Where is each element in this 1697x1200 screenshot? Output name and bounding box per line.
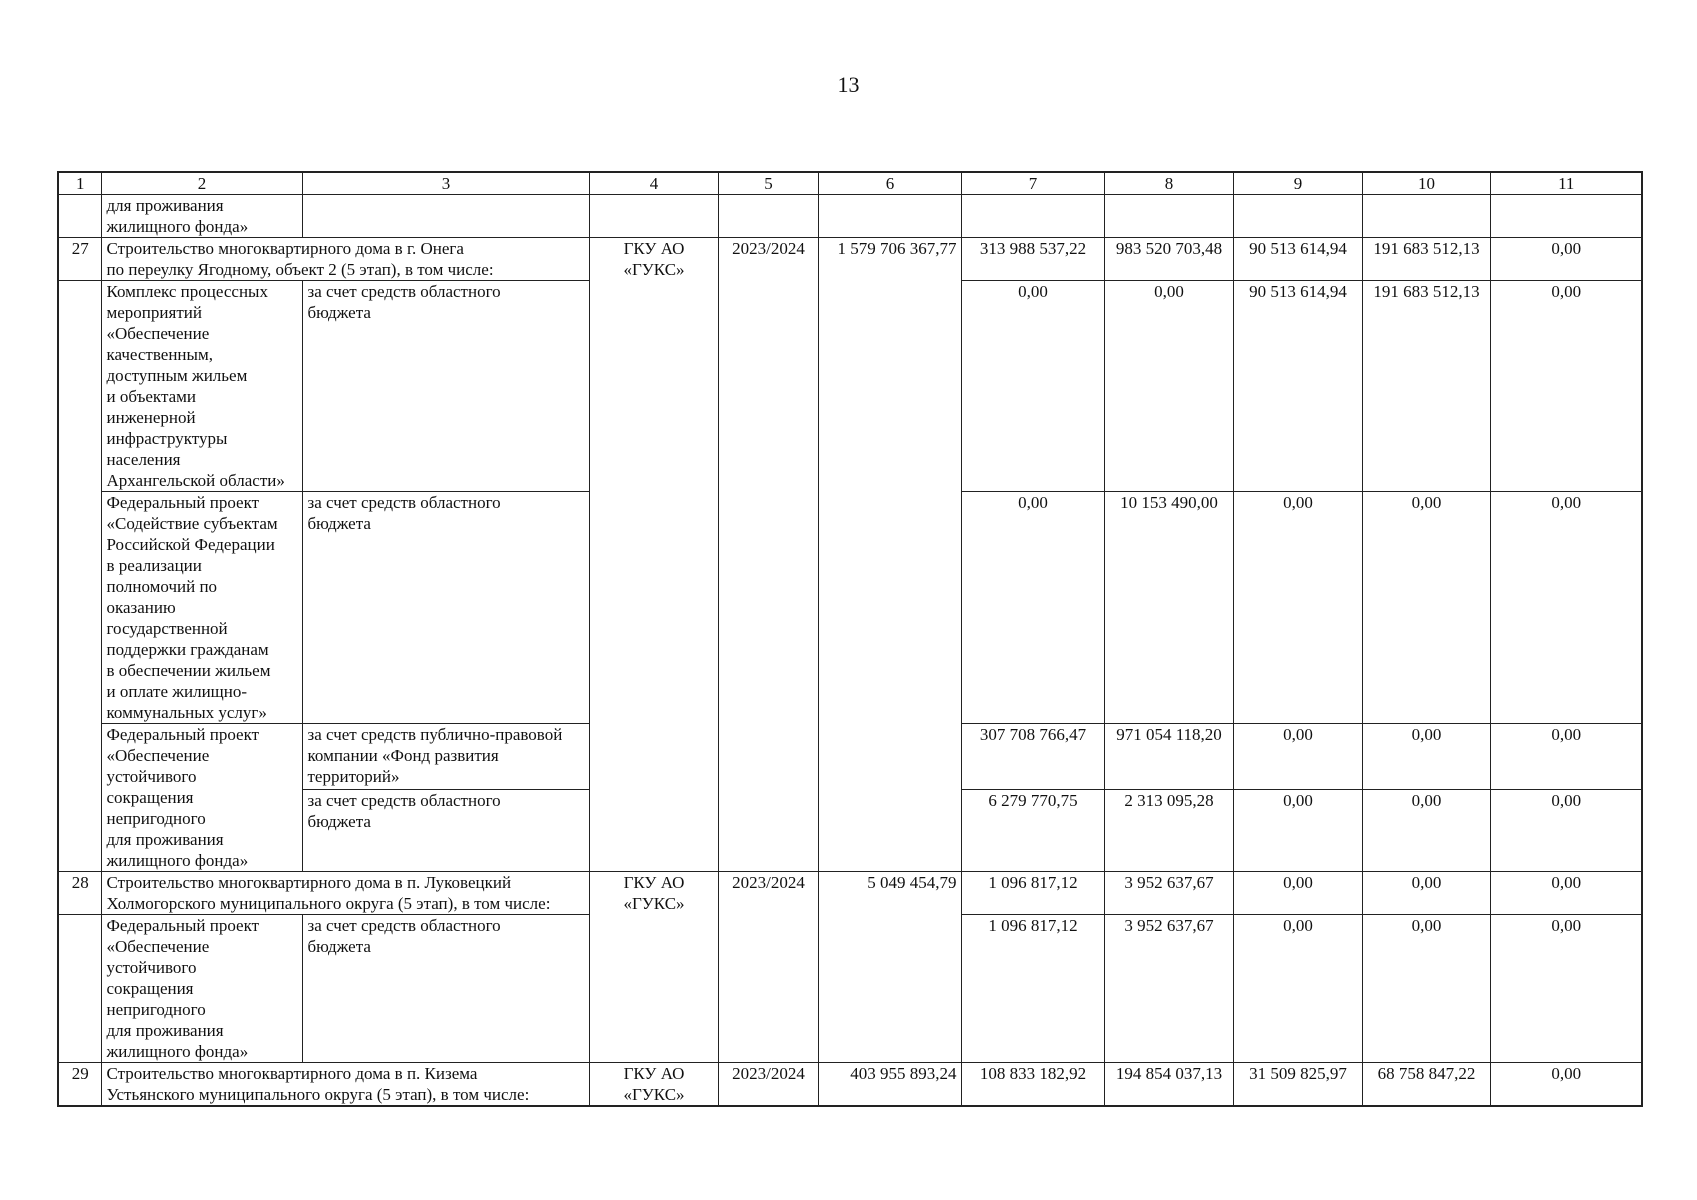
- continuation-project-cell: [101, 195, 302, 238]
- text-line: полномочий по: [106, 577, 218, 596]
- continuation-num-cell: [58, 195, 101, 238]
- value-cell-8: 983 520 703,48: [1104, 238, 1233, 281]
- text-line: «ГУКС»: [623, 894, 685, 913]
- item-row: [58, 238, 1642, 281]
- item-row: [58, 1063, 1642, 1107]
- item-number: 27: [58, 238, 101, 281]
- text-line: для проживания: [106, 196, 224, 215]
- text-line: «ГУКС»: [623, 1085, 685, 1104]
- header-cell: 5: [718, 172, 818, 195]
- text-line: для проживания: [106, 830, 224, 849]
- project-cell: [101, 492, 302, 724]
- value-cell-7: 307 708 766,47: [961, 724, 1104, 790]
- value-cell-10: 0,00: [1362, 492, 1490, 724]
- source-cell: [302, 790, 589, 872]
- text-line: компании «Фонд развития: [307, 746, 499, 765]
- text-line: Федеральный проект: [106, 493, 260, 512]
- text-line: «Обеспечение: [106, 937, 210, 956]
- source-cell: [302, 281, 589, 492]
- text-line: оказанию: [106, 598, 176, 617]
- header-cell: 9: [1233, 172, 1362, 195]
- text-line: государственной: [106, 619, 228, 638]
- value-cell-11: 0,00: [1490, 1063, 1642, 1107]
- value-cell-8: 971 054 118,20: [1104, 724, 1233, 790]
- value-cell-7: 1 096 817,12: [961, 872, 1104, 915]
- value-cell-9: 90 513 614,94: [1233, 238, 1362, 281]
- item-title: [101, 1063, 589, 1107]
- years-cell: 2023/2024: [718, 872, 818, 1063]
- text-line: «ГУКС»: [623, 260, 685, 279]
- project-cell: [101, 724, 302, 872]
- text-line: за счет средств областного: [307, 493, 501, 512]
- customer-cell: [589, 1063, 718, 1107]
- value-cell-11: 0,00: [1490, 915, 1642, 1063]
- text-line: непригодного: [106, 1000, 206, 1019]
- table-body: [58, 172, 1642, 1106]
- value-cell-9: 0,00: [1233, 492, 1362, 724]
- value-cell-11: 0,00: [1490, 238, 1642, 281]
- project-cell: [101, 281, 302, 492]
- total-cost-cell: 1 579 706 367,77: [818, 238, 961, 872]
- empty-cell: [1104, 195, 1233, 238]
- text-line: Устьянского муниципального округа (5 этап), в том числе:: [106, 1085, 530, 1104]
- text-line: бюджета: [307, 937, 371, 956]
- text-line: населения: [106, 450, 181, 469]
- source-cell: [302, 915, 589, 1063]
- text-line: Федеральный проект: [106, 916, 260, 935]
- value-cell-11: 0,00: [1490, 872, 1642, 915]
- years-cell: 2023/2024: [718, 1063, 818, 1107]
- text-line: для проживания: [106, 1021, 224, 1040]
- value-cell-11: 0,00: [1490, 492, 1642, 724]
- empty-cell: [1362, 195, 1490, 238]
- value-cell-10: 0,00: [1362, 915, 1490, 1063]
- value-cell-11: 0,00: [1490, 281, 1642, 492]
- text-line: сокращения: [106, 979, 194, 998]
- item-title: [101, 238, 589, 281]
- value-cell-10: 0,00: [1362, 872, 1490, 915]
- header-cell: 10: [1362, 172, 1490, 195]
- text-line: сокращения: [106, 788, 194, 807]
- text-line: инфраструктуры: [106, 429, 228, 448]
- text-line: Архангельской области»: [106, 471, 285, 490]
- total-cost-cell: 403 955 893,24: [818, 1063, 961, 1107]
- text-line: в обеспечении жильем: [106, 661, 271, 680]
- value-cell-9: 0,00: [1233, 915, 1362, 1063]
- value-cell-10: 0,00: [1362, 790, 1490, 872]
- text-line: жилищного фонда»: [106, 851, 249, 870]
- text-line: Комплекс процессных: [106, 282, 268, 301]
- value-cell-8: 194 854 037,13: [1104, 1063, 1233, 1107]
- value-cell-8: 2 313 095,28: [1104, 790, 1233, 872]
- value-cell-9: 90 513 614,94: [1233, 281, 1362, 492]
- text-line: Строительство многоквартирного дома в п. Луковецкий: [106, 873, 512, 892]
- header-cell: 3: [302, 172, 589, 195]
- text-line: Холмогорского муниципального округа (5 этап), в том числе:: [106, 894, 551, 913]
- header-cell: 7: [961, 172, 1104, 195]
- text-line: за счет средств областного: [307, 916, 501, 935]
- text-line: качественным,: [106, 345, 213, 364]
- text-line: бюджета: [307, 812, 371, 832]
- empty-number-cell: [58, 281, 101, 872]
- text-line: «Обеспечение: [106, 324, 210, 343]
- text-line: Строительство многоквартирного дома в п. Кизема: [106, 1064, 478, 1083]
- years-cell: 2023/2024: [718, 238, 818, 872]
- text-line: мероприятий: [106, 303, 202, 322]
- empty-cell: [1233, 195, 1362, 238]
- empty-cell: [589, 195, 718, 238]
- value-cell-10: 0,00: [1362, 724, 1490, 790]
- customer-cell: [589, 872, 718, 1063]
- value-cell-10: 191 683 512,13: [1362, 238, 1490, 281]
- text-line: поддержки гражданам: [106, 640, 269, 659]
- value-cell-7: 1 096 817,12: [961, 915, 1104, 1063]
- header-row: [58, 172, 1642, 195]
- value-cell-11: 0,00: [1490, 790, 1642, 872]
- value-cell-9: 0,00: [1233, 790, 1362, 872]
- budget-table: [57, 171, 1643, 1107]
- empty-number-cell: [58, 915, 101, 1063]
- text-line: бюджета: [307, 514, 371, 533]
- source-cell: [302, 724, 589, 790]
- text-line: бюджета: [307, 303, 371, 322]
- text-line: Федеральный проект: [106, 725, 260, 744]
- text-line: инженерной: [106, 408, 196, 427]
- value-cell-8: 0,00: [1104, 281, 1233, 492]
- text-line: устойчивого: [106, 958, 197, 977]
- value-cell-11: 0,00: [1490, 724, 1642, 790]
- project-cell: [101, 915, 302, 1063]
- source-cell: [302, 492, 589, 724]
- text-line: территорий»: [307, 767, 400, 786]
- text-line: доступным жильем: [106, 366, 248, 385]
- value-cell-9: 31 509 825,97: [1233, 1063, 1362, 1107]
- continuation-source-cell: [302, 195, 589, 238]
- value-cell-7: 108 833 182,92: [961, 1063, 1104, 1107]
- empty-cell: [818, 195, 961, 238]
- text-line: жилищного фонда»: [106, 217, 249, 236]
- customer-cell: [589, 238, 718, 872]
- text-line: и объектами: [106, 387, 196, 406]
- text-line: за счет средств областного: [307, 791, 501, 811]
- item-title: [101, 872, 589, 915]
- text-line: за счет средств публично-правовой: [307, 725, 563, 744]
- text-line: «Обеспечение: [106, 746, 210, 765]
- value-cell-10: 191 683 512,13: [1362, 281, 1490, 492]
- value-cell-9: 0,00: [1233, 872, 1362, 915]
- text-line: Строительство многоквартирного дома в г. Онега: [106, 239, 464, 258]
- item-number: 29: [58, 1063, 101, 1107]
- text-line: ГКУ АО: [623, 1064, 685, 1083]
- text-line: коммунальных услуг»: [106, 703, 267, 722]
- value-cell-9: 0,00: [1233, 724, 1362, 790]
- header-cell: 1: [58, 172, 101, 195]
- text-line: Российской Федерации: [106, 535, 275, 554]
- text-line: устойчивого: [106, 767, 197, 786]
- value-cell-8: 3 952 637,67: [1104, 915, 1233, 1063]
- text-line: ГКУ АО: [623, 873, 685, 892]
- text-line: по переулку Ягодному, объект 2 (5 этап), в том числе:: [106, 260, 494, 279]
- empty-cell: [718, 195, 818, 238]
- header-cell: 6: [818, 172, 961, 195]
- total-cost-cell: 5 049 454,79: [818, 872, 961, 1063]
- empty-cell: [1490, 195, 1642, 238]
- value-cell-8: 3 952 637,67: [1104, 872, 1233, 915]
- continuation-row: [58, 195, 1642, 238]
- text-line: и оплате жилищно-: [106, 682, 248, 701]
- header-cell: 4: [589, 172, 718, 195]
- text-line: «Содействие субъектам: [106, 514, 278, 533]
- value-cell-7: 313 988 537,22: [961, 238, 1104, 281]
- text-line: в реализации: [106, 556, 202, 575]
- value-cell-10: 68 758 847,22: [1362, 1063, 1490, 1107]
- text-line: ГКУ АО: [623, 239, 685, 258]
- text-line: непригодного: [106, 809, 206, 828]
- header-cell: 8: [1104, 172, 1233, 195]
- text-line: за счет средств областного: [307, 282, 501, 301]
- text-line: жилищного фонда»: [106, 1042, 249, 1061]
- value-cell-7: 0,00: [961, 492, 1104, 724]
- header-cell: 11: [1490, 172, 1642, 195]
- value-cell-7: 6 279 770,75: [961, 790, 1104, 872]
- header-cell: 2: [101, 172, 302, 195]
- item-row: [58, 872, 1642, 915]
- value-cell-7: 0,00: [961, 281, 1104, 492]
- page-number: 13: [837, 72, 860, 97]
- empty-cell: [961, 195, 1104, 238]
- item-number: 28: [58, 872, 101, 915]
- value-cell-8: 10 153 490,00: [1104, 492, 1233, 724]
